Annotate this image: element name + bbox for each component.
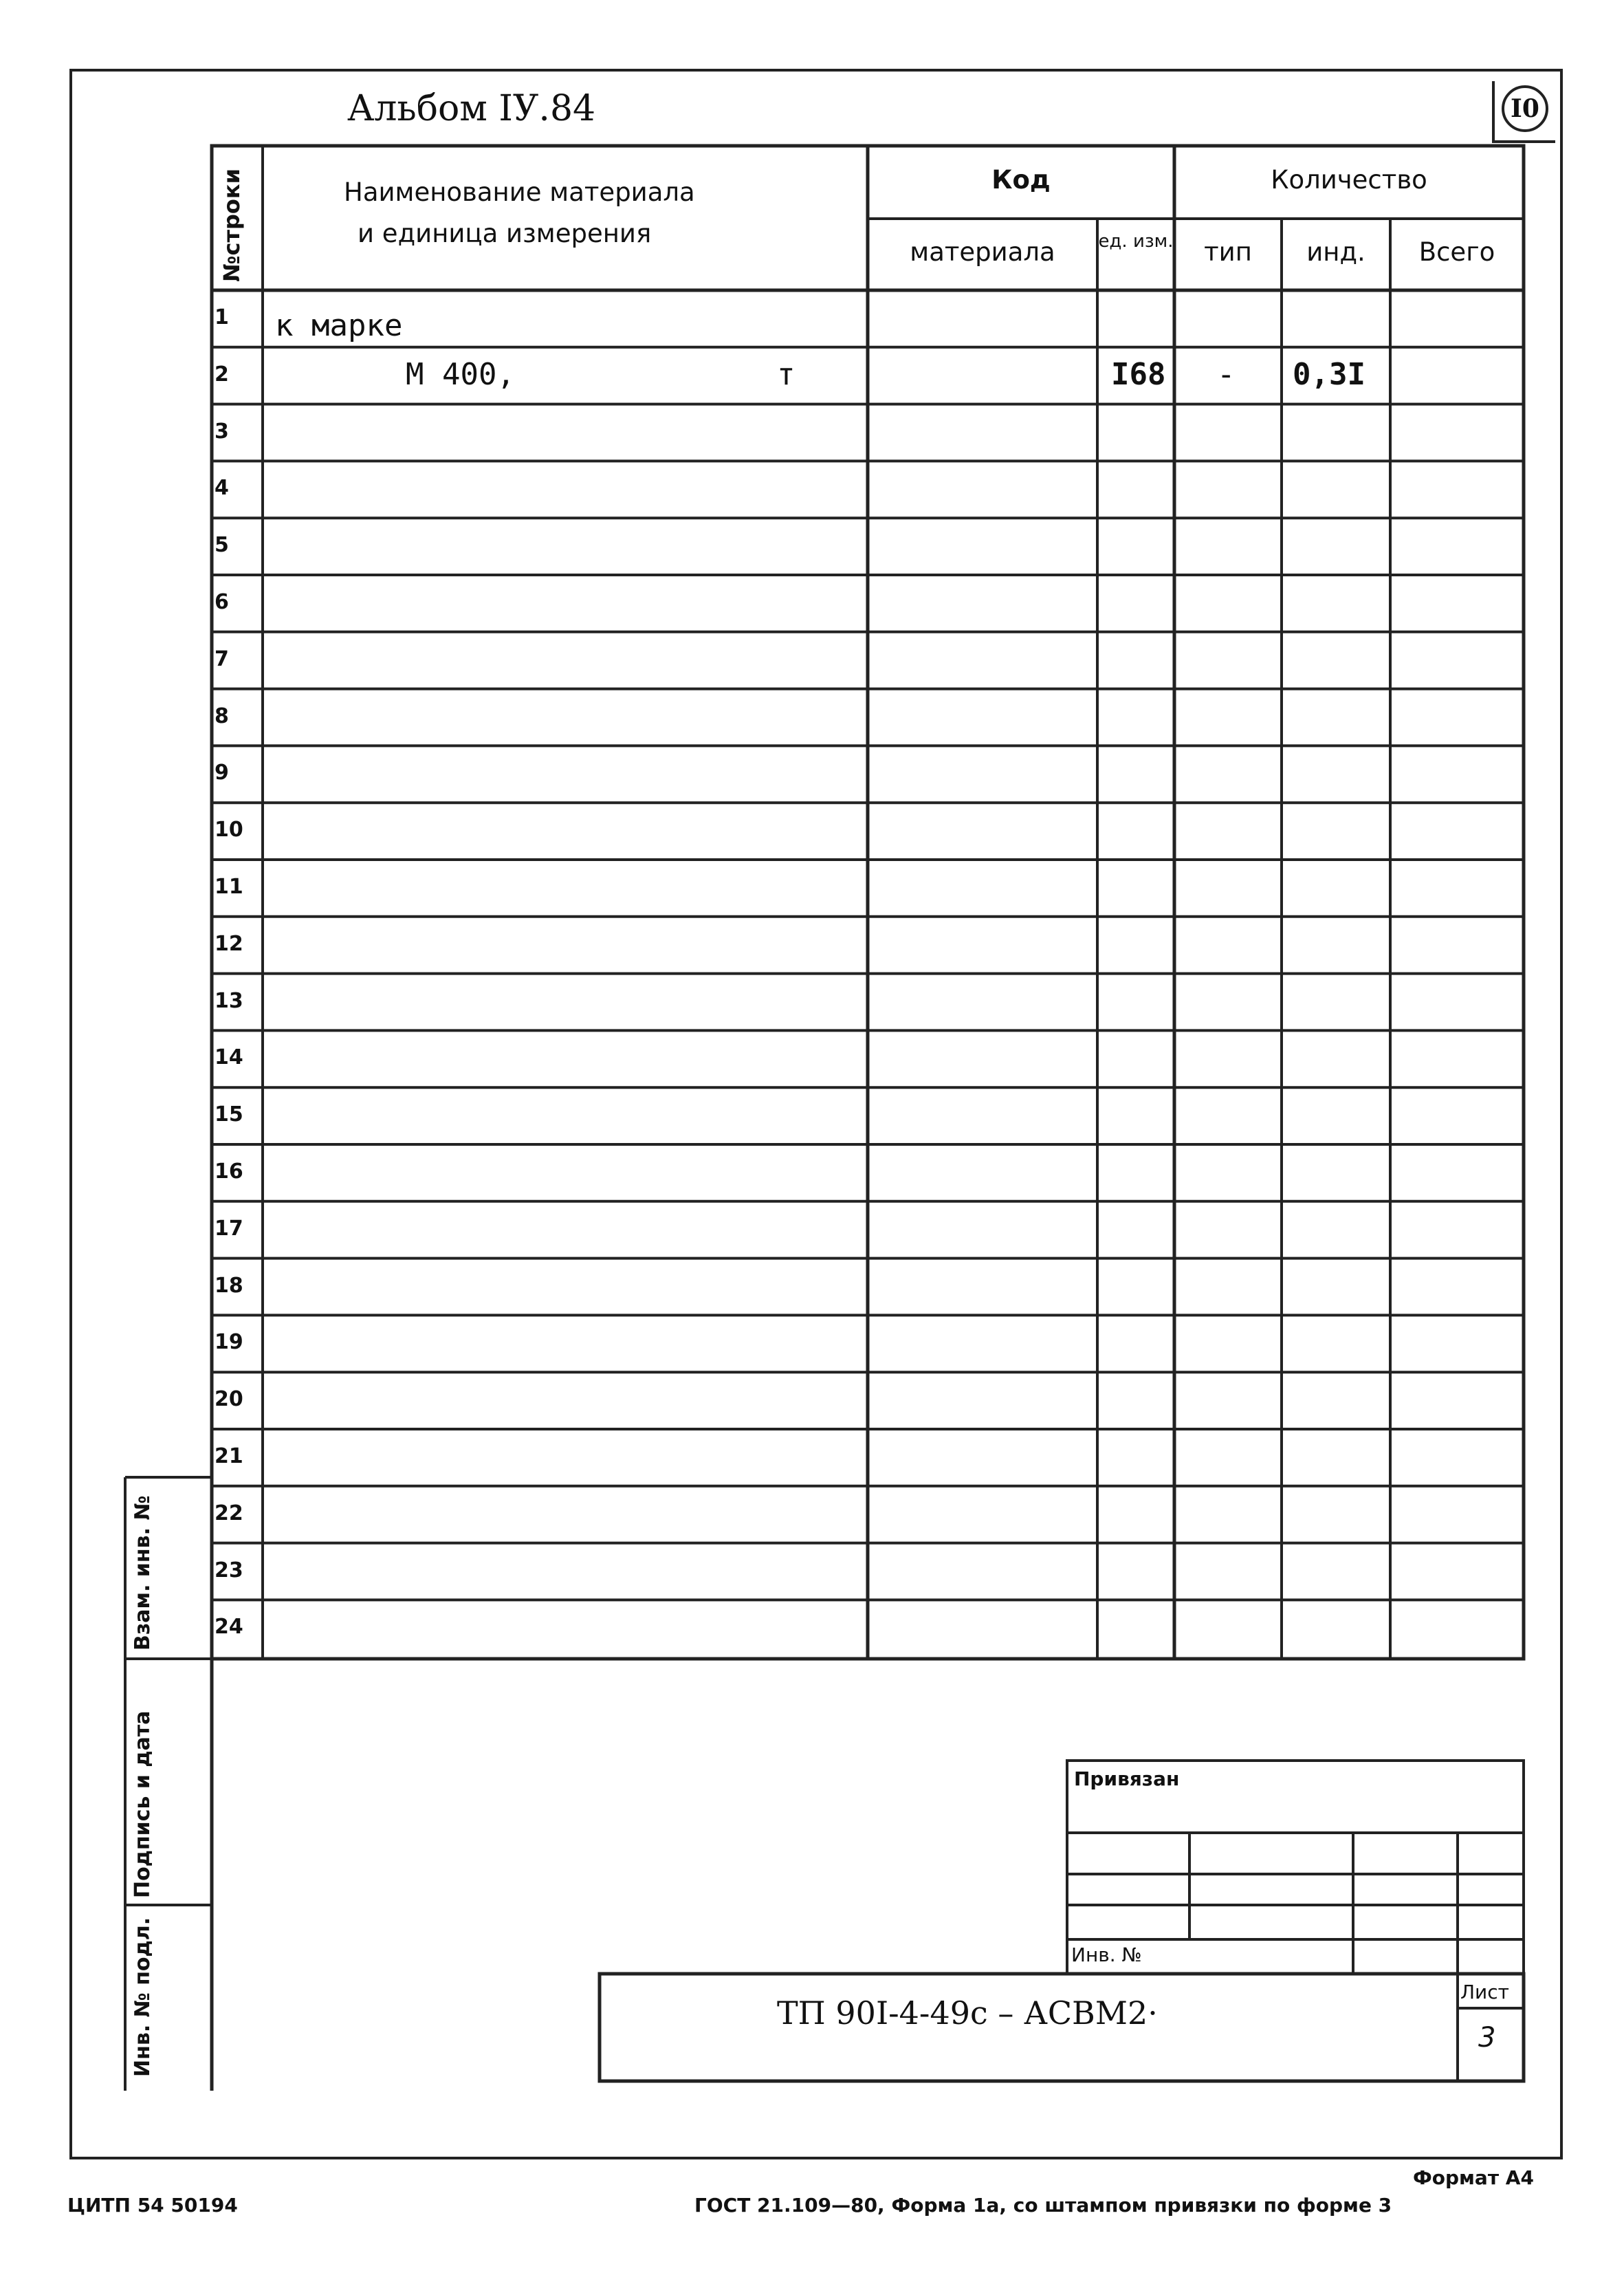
row-number: 15 [215,1102,243,1127]
row-number: 24 [215,1615,243,1640]
document-code: ТП 90I-4-49с – АСВМ2· [777,1994,1158,2032]
row-name: к марке [275,308,403,343]
header-code-unit: ед. изм. [1098,231,1174,252]
row-number: 10 [215,818,243,842]
row-number: 12 [215,931,243,956]
row-unit-mark: т [777,356,795,392]
footer-left: ЦИТП 54 50194 [67,2194,238,2217]
row-number: 1 [215,305,229,329]
row-number: 14 [215,1045,243,1070]
row-number: 11 [215,875,243,899]
header-code-material: материала [910,237,1055,267]
row-number: 5 [215,533,229,558]
header-rownum: №строки [219,168,245,282]
side-label-inv-podl: Инв. № подл. [131,1917,155,2077]
row-number: 16 [215,1160,243,1184]
header-name-line1: Наименование материала [344,177,695,207]
header-code: Код [991,165,1051,195]
stamp-list-label: Лист [1460,1981,1509,2003]
header-qty-total: Всего [1418,237,1495,267]
stamp-privyazan: Привязан [1074,1767,1180,1790]
row-number: 18 [215,1273,243,1298]
row-number: 17 [215,1216,243,1241]
stamp-list-number: 3 [1478,2022,1496,2054]
row-number: 19 [215,1330,243,1355]
row-number: 20 [215,1387,243,1412]
row-number: 6 [215,590,229,614]
side-label-vzam: Взам. инв. № [131,1495,155,1651]
row-number: 8 [215,704,229,728]
header-name-line2: и единица измерения [358,219,652,248]
row-code-unit: I68 [1111,356,1166,392]
row-number: 2 [215,362,229,387]
row-number: 22 [215,1501,243,1525]
header-qty-type: тип [1204,237,1252,267]
row-number: 3 [215,419,229,444]
album-title: Альбом IУ.84 [347,88,596,129]
sheet-number-circle: I0 [1502,85,1548,132]
row-qty-type: - [1217,356,1236,392]
row-number: 7 [215,646,229,671]
row-number: 23 [215,1558,243,1582]
row-number: 13 [215,988,243,1013]
row-name: М 400, [406,356,515,392]
row-number: 4 [215,476,229,501]
footer-right: ГОСТ 21.109—80, Форма 1а, со штампом привязки по форме 3 [694,2194,1392,2217]
row-qty-ind: 0,3I [1293,356,1365,392]
footer-format: Формат А4 [1413,2166,1534,2189]
stamp-inv-no: Инв. № [1071,1944,1142,1966]
header-qty-ind: инд. [1306,237,1365,267]
row-number: 21 [215,1444,243,1468]
header-quantity: Количество [1271,165,1427,195]
side-label-podpis: Подпись и дата [131,1710,155,1898]
row-number: 9 [215,761,229,785]
